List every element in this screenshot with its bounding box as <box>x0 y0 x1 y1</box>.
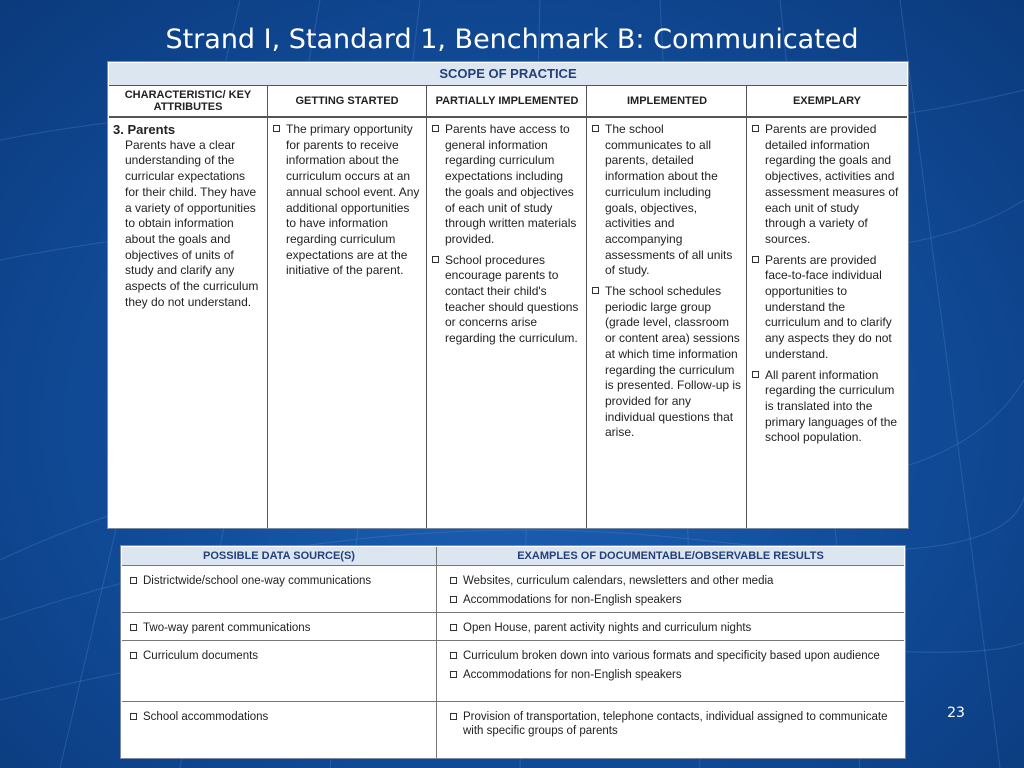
header-characteristic: CHARACTERISTIC/ KEY ATTRIBUTES <box>124 89 252 113</box>
checkbox-bullet-icon <box>752 371 759 378</box>
table-row <box>122 641 904 702</box>
list-item: Curriculum broken down into various formats and specificity based upon audience <box>450 649 895 663</box>
list-item: Websites, curriculum calendars, newsletters and other media <box>450 574 895 588</box>
characteristic-heading: 3. Parents <box>113 122 176 137</box>
scope-title: SCOPE OF PRACTICE <box>109 63 907 86</box>
characteristic-cell <box>113 122 261 310</box>
list-item: School procedures encourage parents to contact their child's teacher should questions or concerns arise regarding the curriculum. <box>432 253 582 347</box>
list-item: The primary opportunity for parents to receive information about the curriculum occurs at an annual school event. Any additional opportunities to have information regarding curriculum expectations are at the initiative of the parent. <box>273 122 421 279</box>
header-possible-data-sources: POSSIBLE DATA SOURCE(S) <box>203 550 355 562</box>
column-divider <box>267 86 268 528</box>
header-implemented: IMPLEMENTED <box>626 95 708 107</box>
table-row <box>122 702 904 758</box>
data-source: Districtwide/school one-way communications <box>130 574 443 588</box>
header-observable-results: EXAMPLES OF DOCUMENTABLE/OBSERVABLE RESULTS <box>517 550 824 562</box>
data-header-row <box>122 547 904 566</box>
implemented-cell <box>592 122 742 446</box>
table-row <box>122 613 904 641</box>
checkbox-bullet-icon <box>130 713 137 720</box>
checkbox-bullet-icon <box>752 125 759 132</box>
checkbox-bullet-icon <box>450 652 457 659</box>
list-item: All parent information regarding the curriculum is translated into the primary languages of the school population. <box>752 368 902 447</box>
checkbox-bullet-icon <box>592 125 599 132</box>
data-results <box>450 649 895 687</box>
checkbox-bullet-icon <box>592 287 599 294</box>
checkbox-bullet-icon <box>450 713 457 720</box>
checkbox-bullet-icon <box>130 577 137 584</box>
list-item: Parents are provided face-to-face individual opportunities to understand the curriculum and to clarify any aspects they do not understand. <box>752 253 902 363</box>
exemplary-cell <box>752 122 902 451</box>
data-source: Curriculum documents <box>130 649 443 663</box>
checkbox-bullet-icon <box>450 671 457 678</box>
header-getting-started: GETTING STARTED <box>295 95 399 107</box>
partially-implemented-cell <box>432 122 582 352</box>
page-number: 23 <box>947 705 965 721</box>
scope-of-practice-table <box>107 61 909 529</box>
table-row <box>122 566 904 613</box>
list-item: Accommodations for non-English speakers <box>450 593 895 607</box>
checkbox-bullet-icon <box>273 125 280 132</box>
slide-title: Strand I, Standard 1, Benchmark B: Communicated <box>165 24 859 55</box>
checkbox-bullet-icon <box>130 624 137 631</box>
list-item: Open House, parent activity nights and curriculum nights <box>450 621 895 635</box>
header-exemplary: EXEMPLARY <box>792 95 862 107</box>
scope-header-row <box>109 86 907 118</box>
characteristic-text: Parents have a clear understanding of the curricular expectations for their child. They have a variety of opportunities to obtain information about the goals and objectives of units of study and clarify any aspects of the curriculum they do not understand. <box>125 137 259 309</box>
data-results <box>450 574 895 612</box>
header-partially-implemented: PARTIALLY IMPLEMENTED <box>435 95 579 107</box>
data-results <box>450 710 895 743</box>
data-source: Two-way parent communications <box>130 621 443 635</box>
checkbox-bullet-icon <box>450 596 457 603</box>
checkbox-bullet-icon <box>432 256 439 263</box>
list-item: The school communicates to all parents, detailed information about the curriculum including goals, objectives, activities and accompanying assessments of all units of study. <box>592 122 742 279</box>
data-sources-table <box>120 545 906 759</box>
checkbox-bullet-icon <box>450 624 457 631</box>
checkbox-bullet-icon <box>432 125 439 132</box>
column-divider <box>746 86 747 528</box>
list-item: The school schedules periodic large group (grade level, classroom or content area) sessions at which time information regarding the curriculum is presented. Follow-up is provided for any individual questions that arise. <box>592 284 742 441</box>
list-item: Provision of transportation, telephone contacts, individual assigned to communicate with specific groups of parents <box>450 710 895 738</box>
data-results <box>450 621 895 640</box>
checkbox-bullet-icon <box>450 577 457 584</box>
column-divider <box>426 86 427 528</box>
checkbox-bullet-icon <box>130 652 137 659</box>
getting-started-cell <box>273 122 421 284</box>
list-item: Parents are provided detailed information regarding the goals and objectives, activities and assessment measures of each unit of study through a variety of sources. <box>752 122 902 248</box>
list-item: Parents have access to general information regarding curriculum expectations including the goals and objectives of each unit of study through written materials provided. <box>432 122 582 248</box>
checkbox-bullet-icon <box>752 256 759 263</box>
column-divider <box>586 86 587 528</box>
data-source: School accommodations <box>130 710 443 724</box>
list-item: Accommodations for non-English speakers <box>450 668 895 682</box>
